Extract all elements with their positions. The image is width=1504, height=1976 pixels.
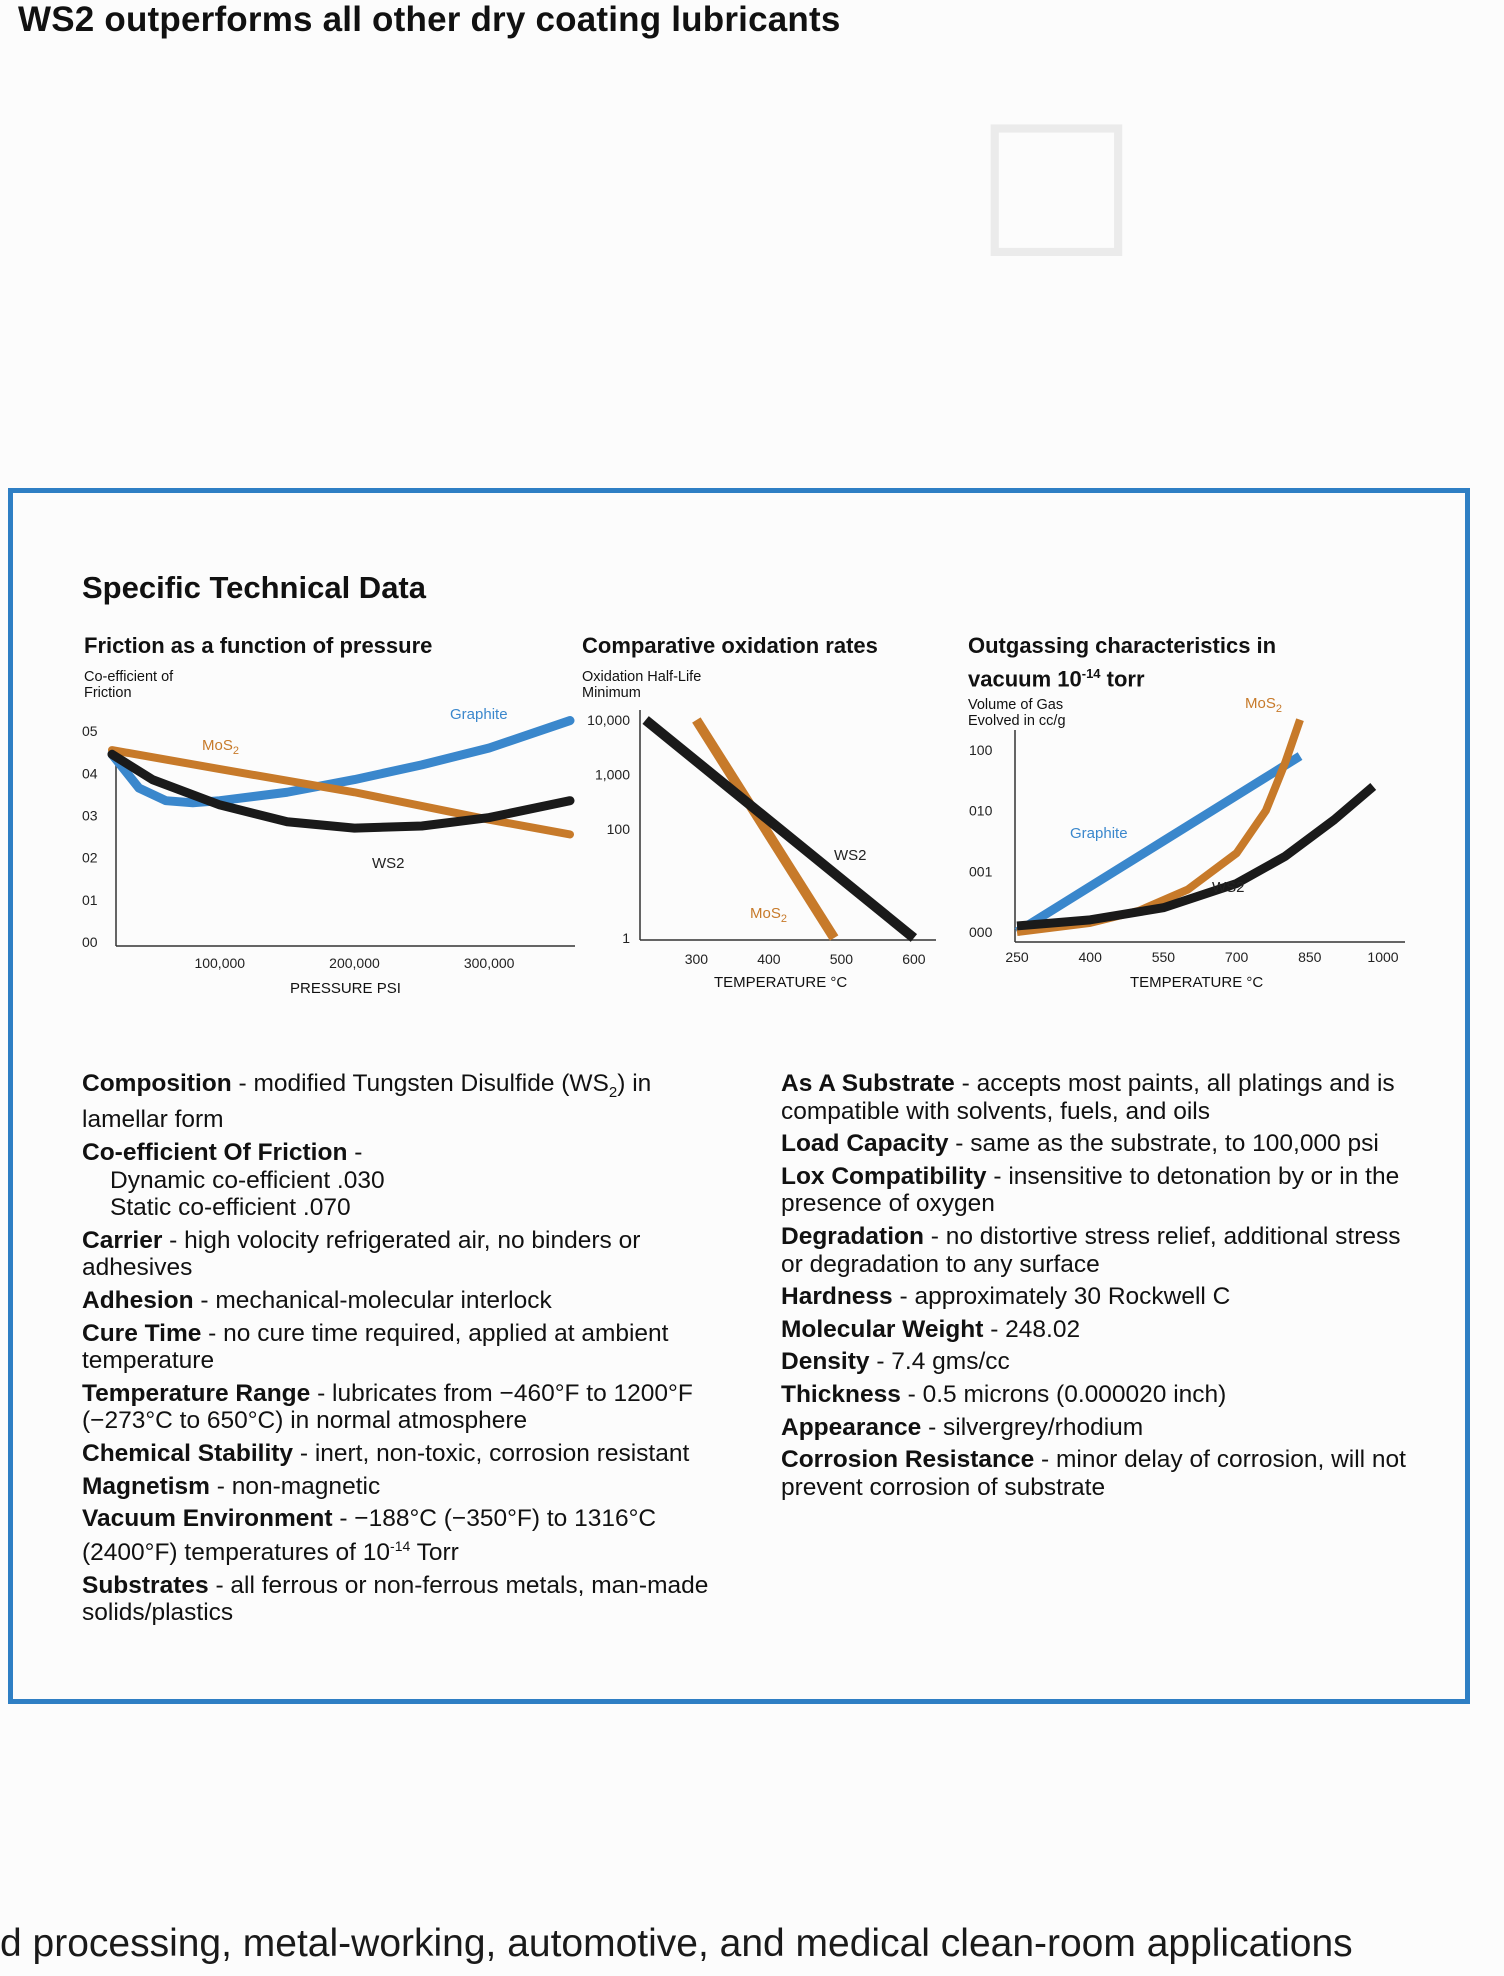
spec-term: Cure Time bbox=[82, 1319, 202, 1347]
bleed-through-logo: □ bbox=[990, 57, 1123, 303]
spec-desc: - silvergrey/rhodium bbox=[921, 1413, 1144, 1441]
spec-term: Temperature Range bbox=[82, 1379, 311, 1407]
left-spec-item bbox=[82, 1287, 722, 1315]
chart-oxidation-ylabel: Oxidation Half-Life Minimum bbox=[582, 669, 702, 701]
spec-term: Degradation bbox=[781, 1222, 924, 1250]
chart-outgassing-title-exp: -14 bbox=[1081, 666, 1101, 681]
left-spec-item bbox=[82, 1070, 722, 1134]
right-spec-item bbox=[781, 1348, 1421, 1376]
left-spec-item bbox=[82, 1320, 722, 1375]
spec-desc-tail: ) in lamellar form bbox=[82, 1070, 652, 1134]
spec-list-right bbox=[781, 1070, 1421, 1506]
y-tick-label: 05 bbox=[82, 723, 98, 740]
spec-term: Load Capacity bbox=[781, 1130, 949, 1158]
spec-term: Vacuum Environment bbox=[82, 1505, 333, 1533]
y-tick-label: 100 bbox=[606, 821, 630, 837]
spec-term: Hardness bbox=[781, 1283, 893, 1311]
spec-desc: - −188°C (−350°F) to 1316°C (2400°F) temperatures of 10 bbox=[82, 1505, 657, 1566]
spec-term: As A Substrate bbox=[781, 1070, 955, 1097]
series-line-ws2 bbox=[1017, 786, 1373, 926]
x-tick-label: 400 bbox=[757, 951, 781, 967]
chart-friction bbox=[70, 700, 580, 1010]
right-spec-item bbox=[781, 1223, 1421, 1278]
x-tick-label: 250 bbox=[1005, 949, 1029, 965]
y-tick-label: 001 bbox=[969, 863, 993, 880]
spec-term: Lox Compatibility bbox=[781, 1162, 987, 1190]
y-tick-label: 03 bbox=[82, 807, 98, 824]
x-tick-label: 200,000 bbox=[329, 955, 380, 971]
spec-desc: - modified Tungsten Disulfide (WS bbox=[231, 1070, 609, 1097]
right-spec-item bbox=[781, 1381, 1421, 1409]
chart-oxidation-title: Comparative oxidation rates bbox=[582, 633, 878, 658]
spec-desc: - same as the substrate, to 100,000 psi bbox=[948, 1130, 1379, 1158]
chart-oxidation bbox=[580, 700, 940, 1000]
y-tick-label: 1 bbox=[622, 930, 630, 946]
spec-desc: - mechanical-molecular interlock bbox=[193, 1287, 552, 1315]
y-tick-label: 04 bbox=[82, 765, 98, 782]
spec-desc: - 0.5 microns (0.000020 inch) bbox=[900, 1380, 1227, 1408]
series-label-graphite: Graphite bbox=[450, 706, 508, 723]
x-tick-label: 400 bbox=[1078, 949, 1102, 965]
y-tick-label: 1,000 bbox=[594, 766, 630, 783]
x-tick-label: 1000 bbox=[1367, 949, 1399, 965]
chart-outgassing-xlabel: TEMPERATURE °C bbox=[1130, 974, 1264, 991]
x-tick-label: 300 bbox=[684, 951, 709, 967]
spec-desc: - high volocity refrigerated air, no binders or adhesives bbox=[82, 1226, 641, 1282]
section-title: Specific Technical Data bbox=[82, 570, 426, 605]
page-headline: WS2 outperforms all other dry coating lubricants bbox=[18, 0, 841, 39]
footer-tagline: d processing, metal-working, automotive, and medical clean-room applications bbox=[0, 1922, 1353, 1965]
spec-desc: - non-magnetic bbox=[209, 1472, 381, 1500]
right-spec-item bbox=[781, 1130, 1421, 1158]
right-spec-item bbox=[781, 1446, 1421, 1501]
left-spec-item bbox=[82, 1227, 722, 1282]
spec-desc: - 7.4 gms/cc bbox=[869, 1348, 1010, 1376]
series-line-mos2 bbox=[1017, 720, 1300, 932]
spec-desc-tail: Torr bbox=[410, 1538, 459, 1566]
spec-desc: - no cure time required, applied at ambient temperature bbox=[82, 1319, 669, 1375]
x-tick-label: 600 bbox=[902, 951, 926, 967]
spec-desc: - all ferrous or non-ferrous metals, man-made solids/plastics bbox=[82, 1571, 709, 1627]
x-tick-label: 850 bbox=[1298, 949, 1322, 965]
series-label-ws2: WS2 bbox=[372, 855, 405, 872]
spec-term: Density bbox=[781, 1348, 870, 1376]
chart-oxidation-xlabel: TEMPERATURE °C bbox=[714, 974, 848, 991]
x-tick-label: 700 bbox=[1224, 949, 1249, 965]
spec-desc: - inert, non-toxic, corrosion resistant bbox=[293, 1440, 690, 1468]
y-tick-label: 000 bbox=[969, 924, 993, 940]
spec-term: Appearance bbox=[781, 1413, 922, 1441]
chart-friction-title: Friction as a function of pressure bbox=[84, 633, 433, 658]
right-spec-item bbox=[781, 1414, 1421, 1442]
spec-term: Thickness bbox=[781, 1380, 901, 1408]
spec-term: Composition bbox=[82, 1070, 232, 1097]
spec-desc: - accepts most paints, all platings and is compatible with solvents, fuels, and oils bbox=[781, 1070, 1395, 1125]
spec-desc: - approximately 30 Rockwell C bbox=[892, 1283, 1231, 1311]
x-tick-label: 550 bbox=[1151, 949, 1176, 965]
left-spec-item bbox=[82, 1440, 722, 1468]
y-tick-label: 02 bbox=[82, 849, 98, 866]
left-spec-item bbox=[82, 1572, 722, 1627]
chart-outgassing bbox=[960, 690, 1420, 990]
y-tick-label: 100 bbox=[969, 742, 993, 758]
spec-desc: - lubricates from −460°F to 1200°F (−273°C to 650°C) in normal atmosphere bbox=[82, 1379, 693, 1435]
x-tick-label: 500 bbox=[829, 951, 854, 967]
series-label-mos2: MoS$_2$ bbox=[750, 905, 787, 925]
spec-term: Chemical Stability bbox=[82, 1440, 294, 1468]
y-tick-label: 010 bbox=[969, 802, 993, 819]
series-label-mos2: MoS$_2$ bbox=[202, 737, 239, 757]
spec-term: Co-efficient Of Friction bbox=[82, 1139, 348, 1167]
spec-term: Corrosion Resistance bbox=[781, 1446, 1035, 1474]
spec-desc-subscript: 2 bbox=[608, 1083, 618, 1101]
chart-friction-xlabel: PRESSURE PSI bbox=[290, 980, 401, 997]
series-label-ws2: WS2 bbox=[834, 847, 867, 864]
series-label-mos2: MoS$_2$ bbox=[1245, 695, 1282, 715]
chart-outgassing-title bbox=[968, 632, 1276, 693]
left-spec-item bbox=[82, 1380, 722, 1435]
spec-term: Substrates bbox=[82, 1571, 209, 1599]
left-spec-item bbox=[82, 1139, 722, 1222]
y-tick-label: 01 bbox=[82, 891, 98, 908]
spec-term: Magnetism bbox=[82, 1472, 210, 1500]
x-tick-label: 100,000 bbox=[194, 955, 246, 971]
left-spec-item bbox=[82, 1505, 722, 1566]
y-tick-label: 00 bbox=[82, 934, 98, 950]
spec-term: Carrier bbox=[82, 1226, 163, 1254]
right-spec-item bbox=[781, 1283, 1421, 1311]
spec-subline: Dynamic co-efficient .030 bbox=[110, 1166, 385, 1194]
right-spec-item bbox=[781, 1163, 1421, 1218]
series-label-graphite: Graphite bbox=[1070, 825, 1128, 842]
spec-desc-superscript: -14 bbox=[390, 1537, 411, 1554]
right-spec-item bbox=[781, 1316, 1421, 1344]
spec-term: Molecular Weight bbox=[781, 1315, 984, 1343]
right-spec-item bbox=[781, 1070, 1421, 1125]
spec-desc: - bbox=[347, 1139, 363, 1167]
spec-desc: - insensitive to detonation by or in the presence of oxygen bbox=[781, 1162, 1400, 1218]
chart-outgassing-ylabel: Volume of Gas Evolved in cc/g bbox=[968, 697, 1066, 729]
left-spec-item bbox=[82, 1473, 722, 1501]
chart-outgassing-title-tail: torr bbox=[1100, 666, 1145, 692]
spec-desc: - 248.02 bbox=[983, 1315, 1081, 1343]
spec-desc: - minor delay of corrosion, will not prevent corrosion of substrate bbox=[781, 1446, 1406, 1501]
y-tick-label: 10,000 bbox=[587, 712, 630, 728]
chart-outgassing-title-vacuum: vacuum 10 bbox=[968, 666, 1082, 692]
series-label-ws2: WS2 bbox=[1212, 879, 1245, 896]
chart-friction-ylabel: Co-efficient of Friction bbox=[84, 669, 174, 701]
spec-desc: - no distortive stress relief, additional stress or degradation to any surface bbox=[781, 1222, 1401, 1278]
spec-term: Adhesion bbox=[82, 1287, 194, 1315]
spec-subline: Static co-efficient .070 bbox=[110, 1194, 351, 1222]
x-tick-label: 300,000 bbox=[463, 955, 515, 971]
spec-list-left bbox=[82, 1070, 722, 1632]
chart-outgassing-title-main: Outgassing characteristics in bbox=[968, 633, 1277, 658]
